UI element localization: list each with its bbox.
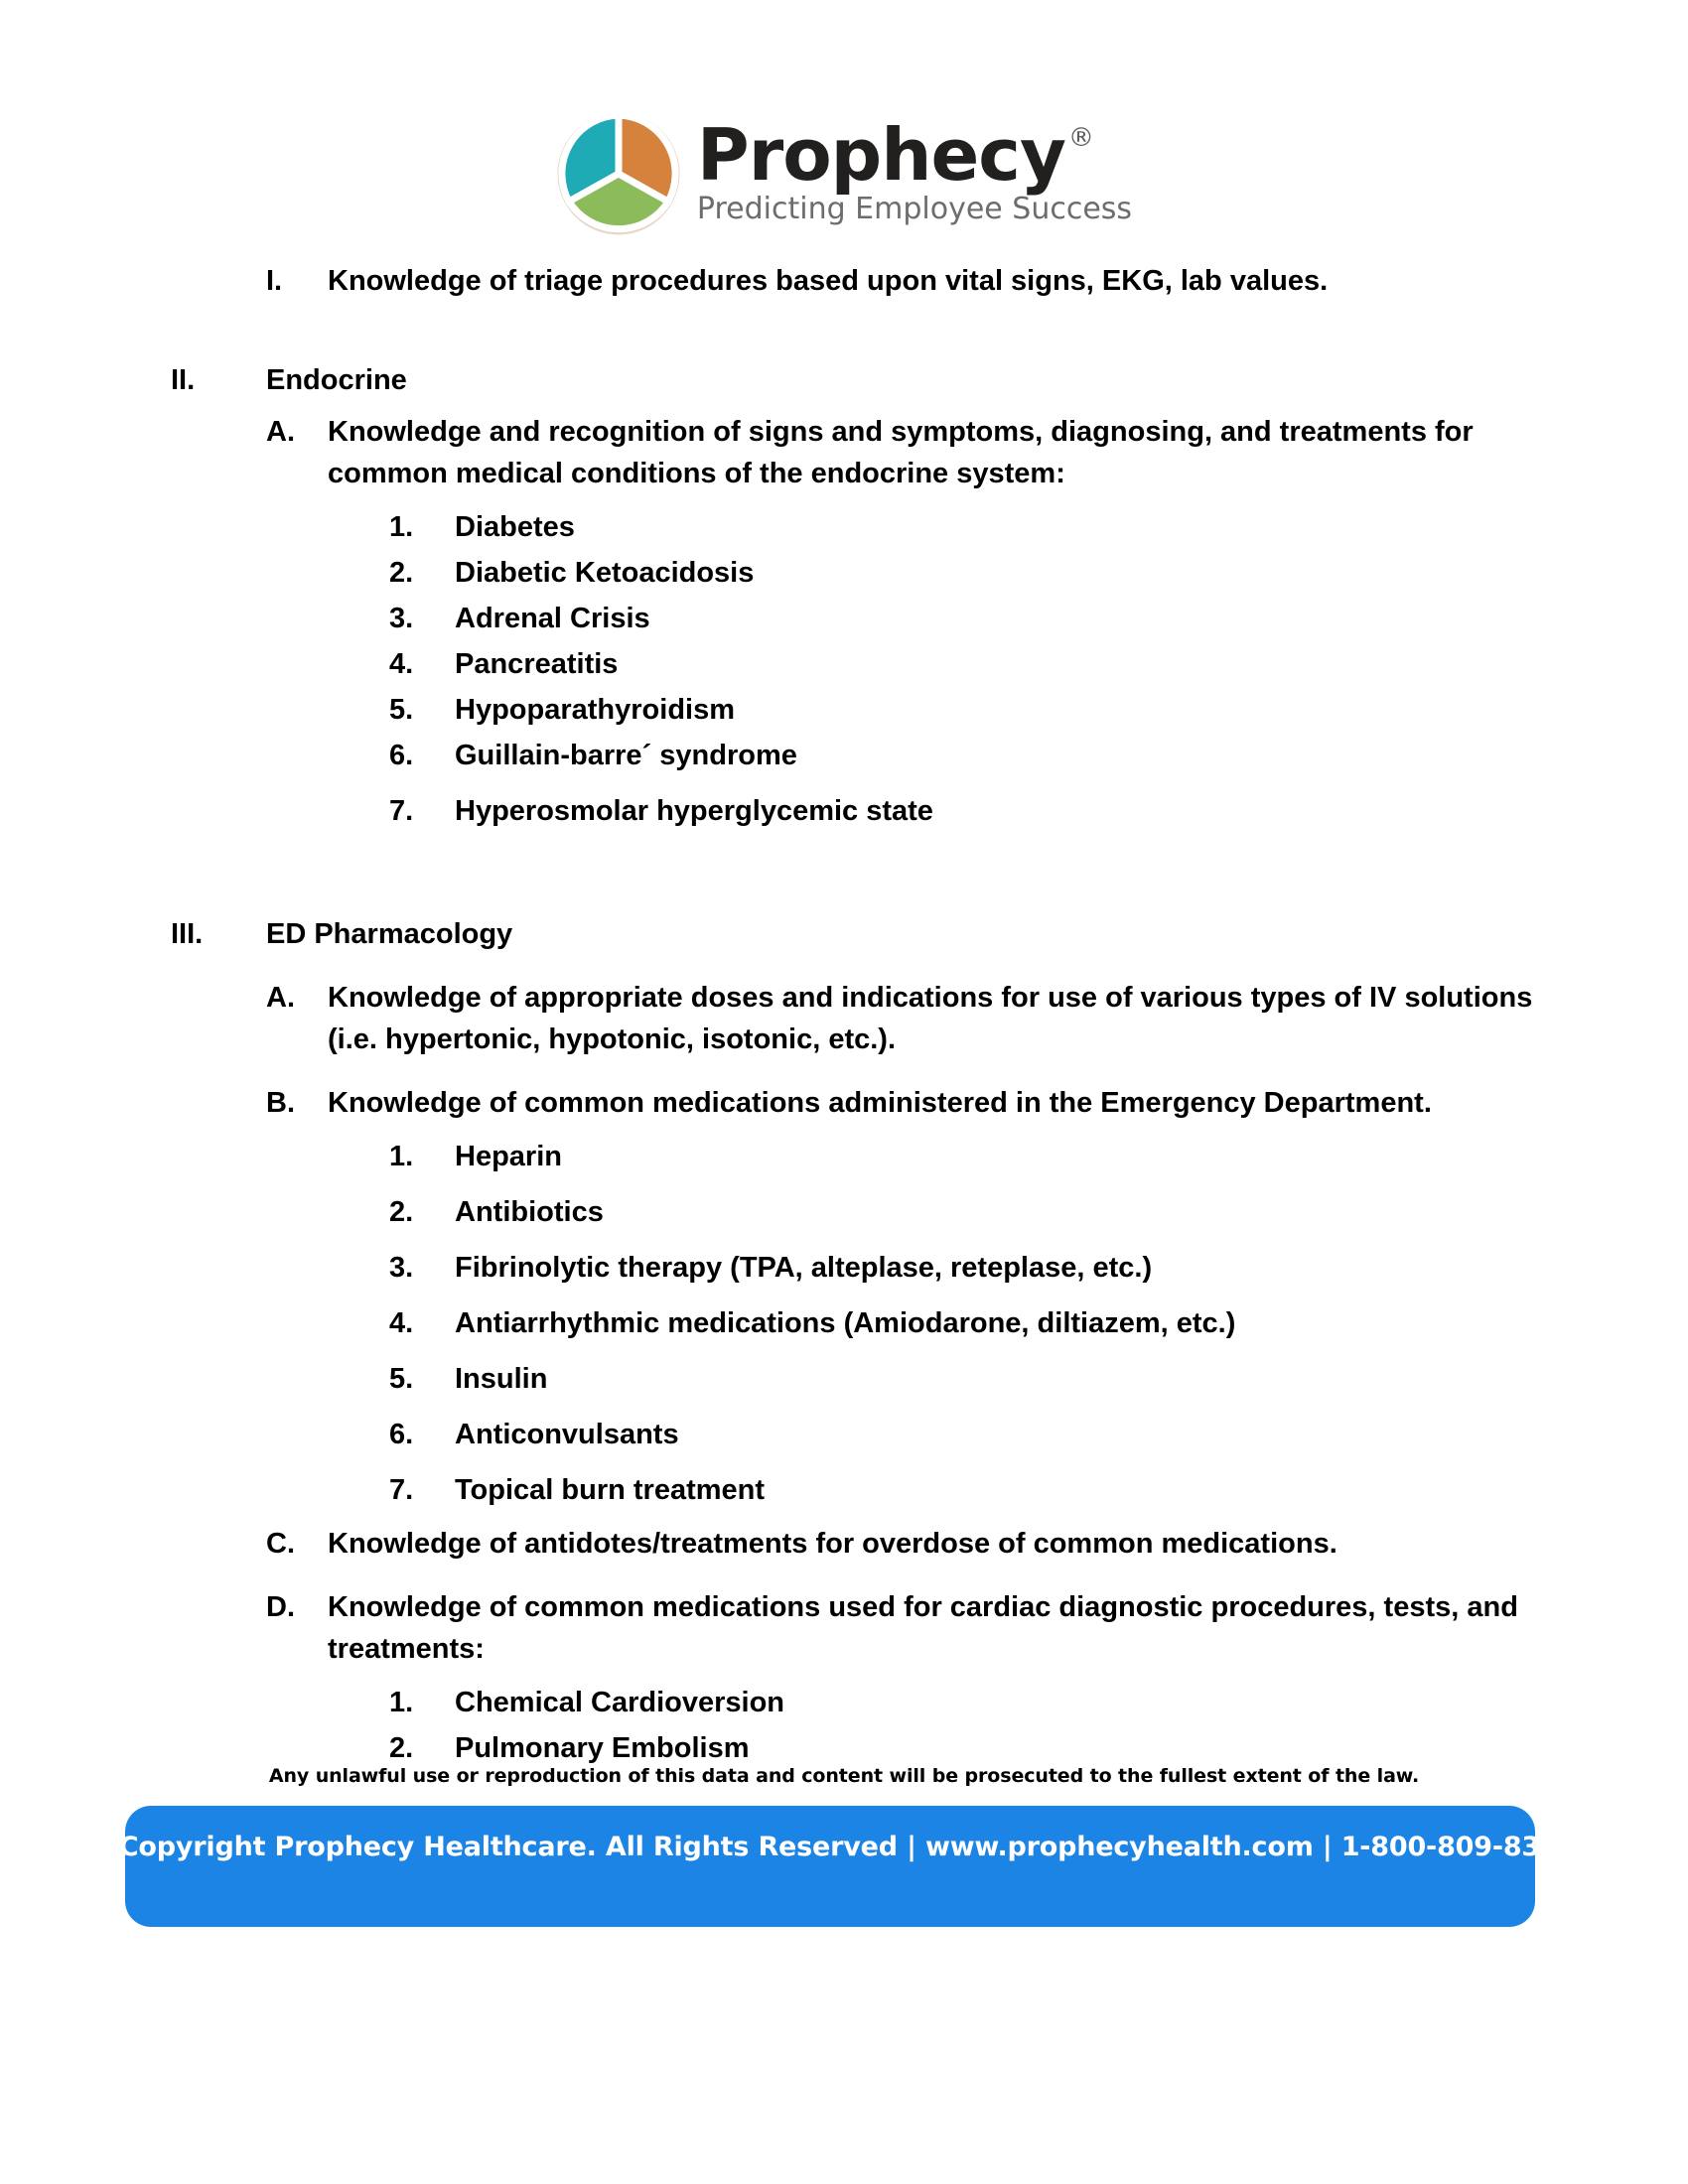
spacer [0, 1235, 1688, 1245]
outline-marker: 2. [389, 557, 414, 589]
spacer [0, 955, 1688, 977]
outline-text: Hypoparathyroidism [455, 694, 735, 726]
spacer [0, 1060, 1688, 1082]
spacer [0, 1457, 1688, 1467]
outline-text: Endocrine [266, 364, 407, 396]
outline-text: Heparin [455, 1141, 562, 1172]
outline-marker: B. [266, 1087, 295, 1119]
spacer [0, 1346, 1688, 1356]
outline-item-III-B-4 [0, 1300, 1688, 1346]
outline-text: Knowledge of triage procedures based upon vital signs, EKG, lab values. [328, 265, 1329, 297]
outline-marker: 3. [389, 603, 414, 634]
spacer [0, 891, 1688, 913]
outline-text: Hyperosmolar hyperglycemic state [455, 795, 933, 827]
outline-text: Diabetic Ketoacidosis [455, 557, 755, 589]
outline-text: Antibiotics [455, 1196, 604, 1228]
outline-marker: 2. [389, 1732, 414, 1764]
outline-item-III-B-3 [0, 1245, 1688, 1291]
spacer [0, 1124, 1688, 1134]
outline-text: Knowledge of common medications administered in the Emergency Department. [328, 1087, 1432, 1119]
outline-content [0, 260, 1688, 1771]
registered-trademark-icon: ® [1067, 123, 1094, 153]
spacer [0, 1513, 1688, 1523]
outline-marker: 5. [389, 694, 414, 726]
outline-text: Knowledge and recognition of signs and symptoms, diagnosing, and treatments for common medical conditions of the endocrine system: [328, 416, 1474, 489]
outline-text: Diabetes [455, 511, 575, 543]
outline-item-III-D-1 [0, 1680, 1688, 1725]
logo-wordmark: Prophecy [696, 113, 1065, 197]
spacer [0, 778, 1688, 788]
outline-marker: 1. [389, 1141, 414, 1172]
outline-item-II-A-4 [0, 641, 1688, 687]
outline-text: Chemical Cardioversion [455, 1687, 784, 1718]
outline-item-III [0, 913, 1688, 955]
outline-item-III-B-5 [0, 1356, 1688, 1402]
spacer [0, 1179, 1688, 1189]
logo-tagline: Predicting Employee Success [696, 192, 1133, 226]
outline-item-II-A-1 [0, 504, 1688, 550]
outline-text: Antiarrhythmic medications (Amiodarone, diltiazem, etc.) [455, 1307, 1236, 1339]
spacer [0, 834, 1688, 891]
copyright-footer-banner [82, 1806, 1578, 1927]
outline-text: Anticonvulsants [455, 1419, 679, 1450]
outline-marker: 5. [389, 1363, 414, 1395]
outline-marker: 6. [389, 1419, 414, 1450]
outline-marker: A. [266, 982, 295, 1014]
outline-text: Topical burn treatment [455, 1474, 766, 1506]
spacer [0, 401, 1688, 411]
outline-item-II-A [0, 411, 1688, 494]
outline-marker: III. [171, 918, 204, 950]
outline-text: Insulin [455, 1363, 548, 1395]
copyright-footer-text: © Copyright Prophecy Healthcare. All Rights Reserved | www.prophecyhealth.com | 1-800-809-8378 [82, 1832, 1578, 1862]
spacer [0, 1291, 1688, 1300]
outline-marker: A. [266, 416, 295, 448]
outline-marker: 4. [389, 648, 414, 680]
outline-text: Fibrinolytic therapy (TPA, alteplase, reteplase, etc.) [455, 1252, 1153, 1284]
outline-item-III-D [0, 1586, 1688, 1670]
outline-text: Pancreatitis [455, 648, 619, 680]
outline-item-III-B-7 [0, 1467, 1688, 1513]
spacer [0, 1670, 1688, 1680]
outline-item-III-B-6 [0, 1412, 1688, 1457]
outline-item-II-A-7 [0, 788, 1688, 834]
prophecy-logo [0, 109, 1688, 236]
spacer [0, 1402, 1688, 1412]
outline-marker: C. [266, 1528, 295, 1560]
outline-item-III-B-2 [0, 1189, 1688, 1235]
outline-item-III-C [0, 1523, 1688, 1565]
outline-text: ED Pharmacology [266, 918, 513, 950]
outline-item-I [0, 260, 1688, 302]
outline-marker: 6. [389, 740, 414, 771]
outline-text: Adrenal Crisis [455, 603, 650, 634]
outline-text: Guillain-barre´ syndrome [455, 740, 797, 771]
outline-item-III-A [0, 977, 1688, 1060]
prophecy-circle-logo-icon [556, 111, 681, 236]
outline-marker: 7. [389, 795, 414, 827]
outline-marker: 7. [389, 1474, 414, 1506]
spacer [0, 302, 1688, 359]
outline-text: Pulmonary Embolism [455, 1732, 750, 1764]
outline-text: Knowledge of common medications used for cardiac diagnostic procedures, tests, and treatments: [328, 1591, 1518, 1665]
outline-item-II-A-3 [0, 596, 1688, 641]
outline-marker: D. [266, 1591, 295, 1623]
outline-item-II-A-2 [0, 550, 1688, 596]
outline-text: Knowledge of appropriate doses and indications for use of various types of IV solutions (i.e. hypertonic, hypotonic, isotonic, etc.). [328, 982, 1533, 1055]
legal-disclaimer: Any unlawful use or reproduction of this data and content will be prosecuted to the fullest extent of the law. [268, 1765, 1420, 1787]
outline-marker: 1. [389, 511, 414, 543]
outline-text: Knowledge of antidotes/treatments for overdose of common medications. [328, 1528, 1337, 1560]
spacer [0, 494, 1688, 504]
outline-item-II [0, 359, 1688, 401]
outline-item-II-A-5 [0, 687, 1688, 733]
outline-item-III-B-1 [0, 1134, 1688, 1179]
spacer [0, 1565, 1688, 1586]
outline-marker: 2. [389, 1196, 414, 1228]
outline-marker: 4. [389, 1307, 414, 1339]
outline-marker: I. [266, 265, 283, 297]
outline-item-II-A-6 [0, 733, 1688, 778]
outline-marker: 1. [389, 1687, 414, 1718]
outline-marker: II. [171, 364, 196, 396]
outline-marker: 3. [389, 1252, 414, 1284]
outline-item-III-B [0, 1082, 1688, 1124]
